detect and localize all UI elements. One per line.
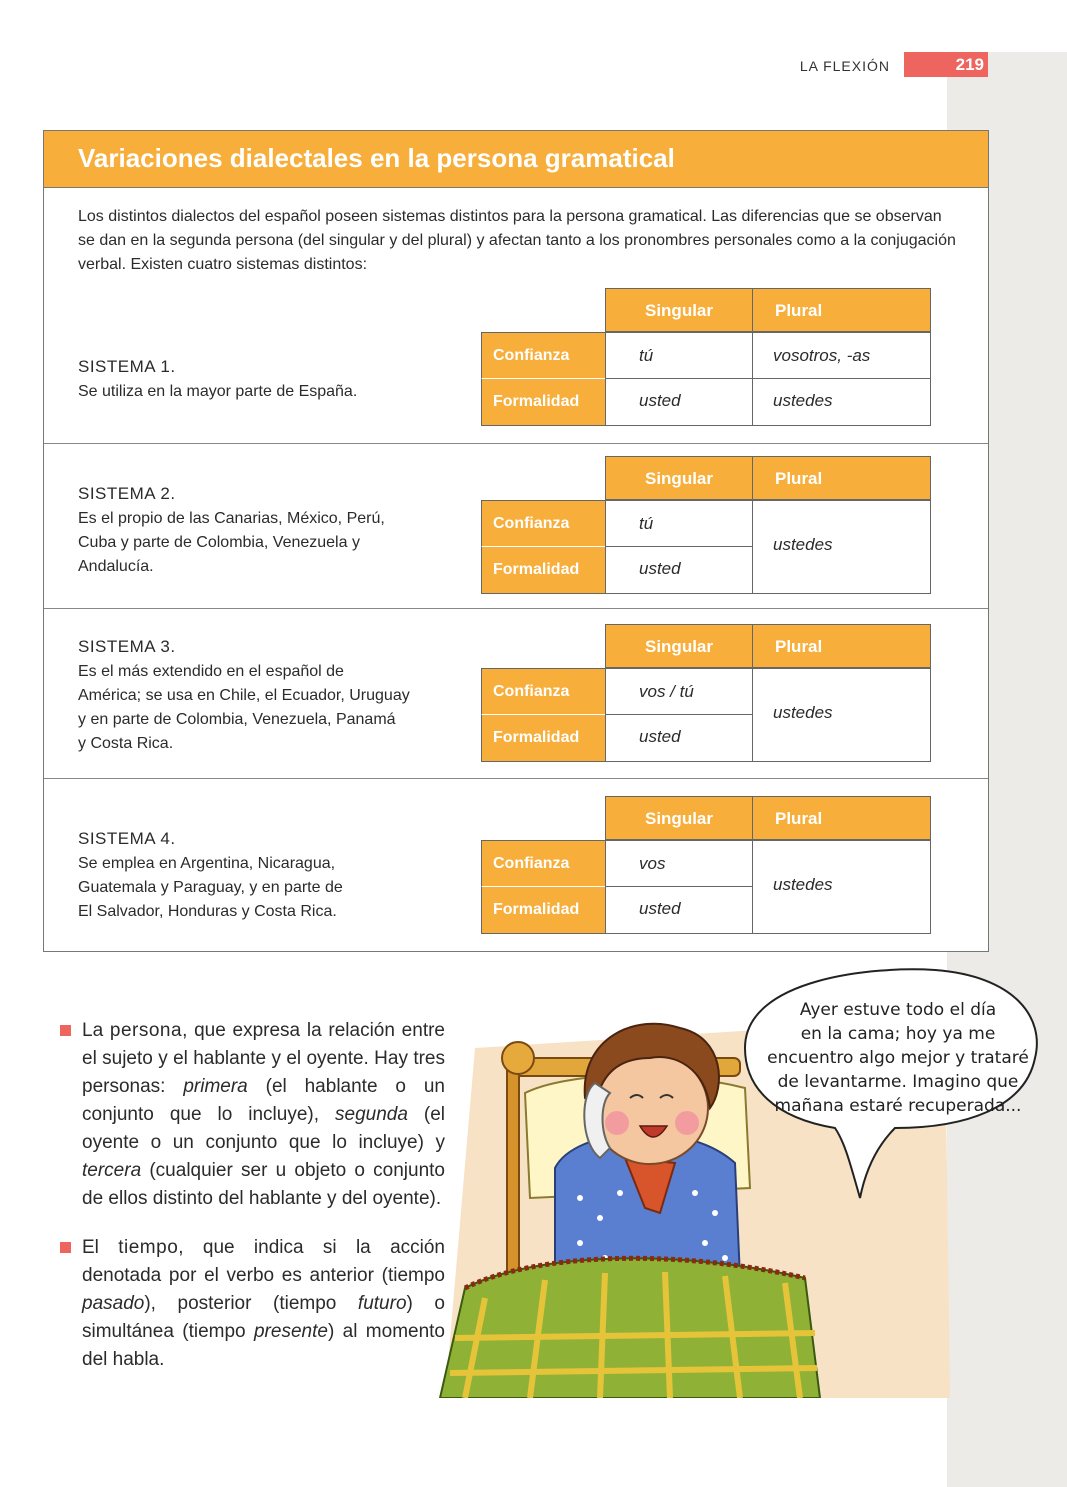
- system-heading: SISTEMA 4.: [78, 829, 176, 848]
- system-line: Andalucía.: [78, 558, 154, 575]
- system-heading: SISTEMA 2.: [78, 484, 176, 503]
- dialect-variation-box: [43, 130, 989, 952]
- system-3: [44, 608, 988, 779]
- cell-formalidad-singular: usted: [605, 547, 752, 594]
- cell-confianza-singular: tú: [605, 332, 752, 379]
- bullet-term: tiempo: [118, 1237, 179, 1258]
- system-1: [44, 291, 988, 443]
- column-header-singular: Singular: [605, 288, 752, 332]
- box-intro: Los distintos dialectos del español poseen sistemas distintos para la persona gramatical. Las diferencias que se observan se dan en la segunda persona (del singular y del plural) y afectan tanto a los pronombres personales como a la conjugación verbal. Existen cuatro sistemas distintos:: [78, 208, 956, 273]
- bullet-text: El: [82, 1237, 119, 1258]
- cheek: [675, 1111, 699, 1135]
- bullet-italic: tercera: [82, 1160, 142, 1181]
- bullet-text: (el hablante o un conjunto que lo incluye),: [82, 1076, 445, 1125]
- system-description: [78, 355, 438, 404]
- speech-line: Ayer estuve todo el día: [799, 1000, 997, 1020]
- system-line: Se utiliza en la mayor parte de España.: [78, 383, 358, 400]
- bullet-text: , que expresa la relación entre el sujeto y el hablante y el oyente. Hay tres personas:: [82, 1020, 445, 1097]
- column-header-plural: Plural: [752, 288, 931, 332]
- speech-bubble-text: [748, 998, 1048, 1118]
- pronoun-table: [481, 796, 931, 934]
- row-label-formalidad: Formalidad: [481, 715, 605, 762]
- system-line: Se emplea en Argentina, Nicaragua,: [78, 855, 336, 872]
- system-line: Es el propio de las Canarias, México, Perú,: [78, 510, 385, 527]
- system-2: [44, 443, 988, 609]
- cell-plural: ustedes: [752, 840, 931, 934]
- box-header: [44, 131, 988, 188]
- column-header-singular: Singular: [605, 456, 752, 500]
- system-line: América; se usa en Chile, el Ecuador, Uruguay: [78, 687, 410, 704]
- speech-line: mañana estaré recuperada...: [774, 1096, 1022, 1116]
- bullet-text: (el oyente o un conjunto que lo incluye) y: [82, 1104, 446, 1153]
- system-line: Cuba y parte de Colombia, Venezuela y: [78, 534, 360, 551]
- system-heading: SISTEMA 3.: [78, 637, 176, 656]
- row-label-formalidad: Formalidad: [481, 379, 605, 426]
- box-title: Variaciones dialectales en la persona gramatical: [78, 143, 675, 173]
- pronoun-table: [481, 288, 931, 426]
- cell-confianza-plural: vosotros, -as: [752, 332, 931, 379]
- row-label-confianza: Confianza: [481, 332, 605, 379]
- column-header-singular: Singular: [605, 796, 752, 840]
- bullet-text: La: [82, 1020, 110, 1041]
- bullet-tiempo: [60, 1234, 445, 1374]
- system-line: y Costa Rica.: [78, 735, 174, 752]
- bullet-italic: presente: [253, 1321, 328, 1342]
- system-line: El Salvador, Honduras y Costa Rica.: [78, 903, 337, 920]
- system-line: Guatemala y Paraguay, y en parte de: [78, 879, 343, 896]
- column-header-plural: Plural: [752, 796, 931, 840]
- blanket: [440, 1258, 820, 1398]
- system-description: [78, 482, 438, 579]
- bullet-list: [60, 1017, 445, 1395]
- cell-formalidad-plural: ustedes: [752, 379, 931, 426]
- bullet-italic: primera: [183, 1076, 248, 1097]
- row-label-confianza: Confianza: [481, 668, 605, 715]
- pronoun-table: [481, 456, 931, 594]
- bullet-text: ) al momento del habla.: [82, 1321, 445, 1370]
- speech-line: de levantarme. Imagino que: [777, 1072, 1019, 1092]
- speech-line: en la cama; hoy ya me: [800, 1024, 996, 1044]
- row-label-confianza: Confianza: [481, 840, 605, 887]
- running-title: LA FLEXIÓN: [799, 58, 890, 74]
- cell-formalidad-singular: usted: [605, 379, 752, 426]
- system-4: [44, 778, 988, 952]
- row-label-formalidad: Formalidad: [481, 547, 605, 594]
- bullet-italic: futuro: [357, 1293, 407, 1314]
- system-description: [78, 827, 438, 924]
- cell-confianza-singular: vos: [605, 840, 752, 887]
- cell-confianza-singular: tú: [605, 500, 752, 547]
- system-line: Es el más extendido en el español de: [78, 663, 344, 680]
- row-label-formalidad: Formalidad: [481, 887, 605, 934]
- system-description: [78, 635, 438, 756]
- cell-plural: ustedes: [752, 500, 931, 594]
- cheek: [605, 1111, 629, 1135]
- speech-line: encuentro algo mejor y trataré: [767, 1048, 1029, 1068]
- column-header-singular: Singular: [605, 624, 752, 668]
- column-header-plural: Plural: [752, 456, 931, 500]
- bed-knob: [502, 1042, 534, 1074]
- bullet-marker: [60, 1242, 71, 1253]
- bullet-marker: [60, 1025, 71, 1036]
- bullet-text: , que indica si la acción denotada por el verbo es anterior (tiempo: [82, 1237, 445, 1286]
- cell-formalidad-singular: usted: [605, 715, 752, 762]
- bullet-italic: segunda: [335, 1104, 408, 1125]
- pronoun-table: [481, 624, 931, 762]
- running-head: [760, 52, 988, 78]
- bullet-persona: [60, 1017, 445, 1213]
- system-heading: SISTEMA 1.: [78, 357, 176, 376]
- cell-formalidad-singular: usted: [605, 887, 752, 934]
- bullet-term: persona: [109, 1020, 183, 1041]
- column-header-plural: Plural: [752, 624, 931, 668]
- bullet-text: ), posterior (tiempo: [144, 1293, 358, 1314]
- cell-plural: ustedes: [752, 668, 931, 762]
- row-label-confianza: Confianza: [481, 500, 605, 547]
- bullet-italic: pasado: [82, 1293, 145, 1314]
- bullet-text: (cualquier ser u objeto o conjunto de ellos distinto del hablante y del oyente).: [82, 1160, 445, 1209]
- system-line: y en parte de Colombia, Venezuela, Panamá: [78, 711, 396, 728]
- bullet-text: ) o simultánea (tiempo: [82, 1293, 445, 1342]
- cell-confianza-singular: vos / tú: [605, 668, 752, 715]
- page-number: 219: [904, 52, 988, 77]
